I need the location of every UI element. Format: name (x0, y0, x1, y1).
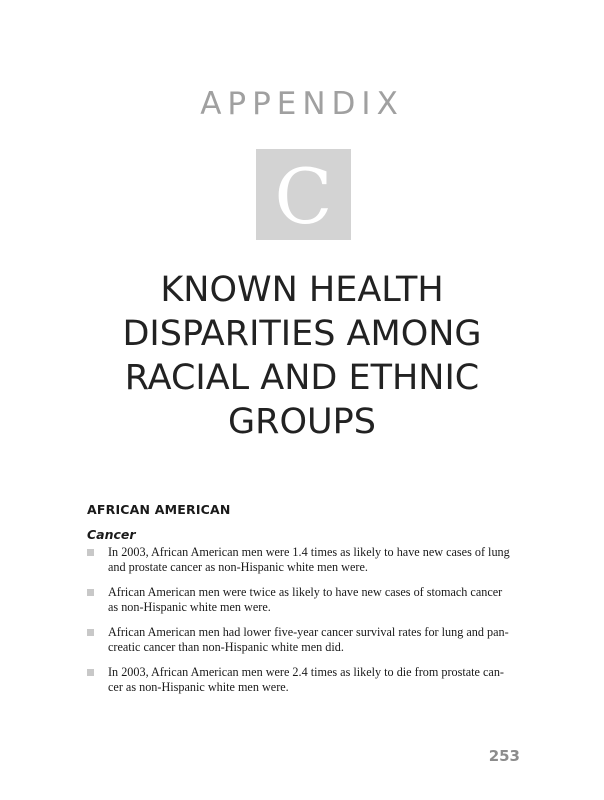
square-bullet-icon (87, 629, 94, 636)
list-item-line: African American men had lower five-year cancer survival rates for lung and pan- (108, 625, 509, 639)
list-item-line: and prostate cancer as non-Hispanic white men were. (108, 560, 368, 574)
chapter-title (0, 268, 604, 444)
list-item-line: creatic cancer than non-Hispanic white men did. (108, 640, 344, 654)
square-bullet-icon (87, 669, 94, 676)
square-bullet-icon (87, 549, 94, 556)
chapter-title-line: GROUPS (228, 402, 376, 442)
list-item (87, 585, 521, 615)
bullet-list (87, 545, 521, 705)
section-heading: AFRICAN AMERICAN (87, 502, 231, 517)
subsection-heading: Cancer (87, 527, 136, 542)
square-bullet-icon (87, 589, 94, 596)
chapter-title-line: DISPARITIES AMONG (122, 314, 482, 354)
list-item-line: as non-Hispanic white men were. (108, 600, 271, 614)
list-item (87, 545, 521, 575)
list-item-line: African American men were twice as likely to have new cases of stomach cancer (108, 585, 503, 599)
list-item-line: In 2003, African American men were 2.4 times as likely to die from prostate can- (108, 665, 504, 679)
chapter-title-line: KNOWN HEALTH (160, 270, 444, 310)
list-item (87, 625, 521, 655)
list-item (87, 665, 521, 695)
list-item-line: cer as non-Hispanic white men were. (108, 680, 289, 694)
chapter-title-line: RACIAL AND ETHNIC (124, 358, 480, 398)
appendix-letter-box (256, 149, 351, 240)
list-item-line: In 2003, African American men were 1.4 times as likely to have new cases of lung (108, 545, 510, 559)
appendix-letter: C (274, 151, 333, 241)
appendix-label: APPENDIX (200, 86, 404, 122)
page-number: 253 (488, 747, 520, 765)
